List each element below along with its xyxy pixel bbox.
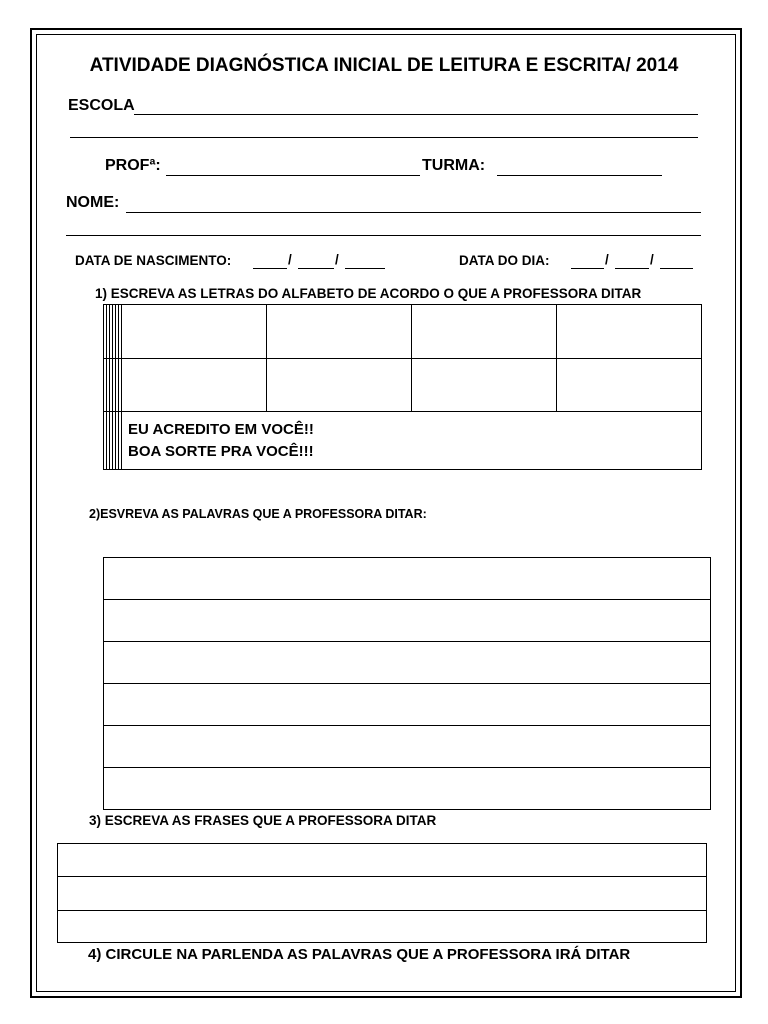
encouragement-line-2: BOA SORTE PRA VOCÊ!!! [128, 442, 314, 460]
encouragement-message [122, 412, 702, 470]
nome-line[interactable] [126, 212, 701, 213]
word-line[interactable] [104, 726, 710, 768]
nascimento-year-line[interactable] [345, 268, 385, 269]
alphabet-cell[interactable] [122, 305, 267, 359]
alphabet-cell[interactable] [411, 305, 556, 359]
escola-label: ESCOLA [68, 97, 135, 114]
section4-instruction: 4) CIRCULE NA PARLENDA AS PALAVRAS QUE A PROFESSORA IRÁ DITAR [88, 946, 631, 963]
prof-label: PROFª: [105, 157, 161, 174]
nascimento-sep-2: / [335, 252, 339, 267]
nome-label: NOME: [66, 194, 120, 211]
turma-label: TURMA: [422, 157, 486, 174]
alphabet-cell[interactable] [266, 359, 411, 412]
section2-instruction: 2)ESVREVA AS PALAVRAS QUE A PROFESSORA DITAR: [89, 507, 427, 521]
nascimento-month-line[interactable] [298, 268, 334, 269]
dia-year-line[interactable] [660, 268, 693, 269]
alphabet-cell[interactable] [556, 359, 701, 412]
dia-month-line[interactable] [615, 268, 649, 269]
dia-sep-2: / [650, 252, 654, 267]
turma-line[interactable] [497, 175, 662, 176]
prof-line[interactable] [166, 175, 420, 176]
alphabet-grid [103, 304, 702, 470]
nascimento-sep-1: / [288, 252, 292, 267]
dia-label: DATA DO DIA: [459, 253, 550, 268]
nascimento-day-line[interactable] [253, 268, 287, 269]
sentences-box [57, 843, 707, 943]
sentence-line[interactable] [58, 877, 706, 911]
nome-line-2[interactable] [66, 235, 701, 236]
document-title: ATIVIDADE DIAGNÓSTICA INICIAL DE LEITURA E ESCRITA/ 2014 [89, 55, 679, 76]
alphabet-cell[interactable] [411, 359, 556, 412]
word-line[interactable] [104, 768, 710, 809]
dia-sep-1: / [605, 252, 609, 267]
sentence-line[interactable] [58, 911, 706, 942]
sentence-line[interactable] [58, 844, 706, 877]
escola-line[interactable] [134, 114, 698, 115]
alphabet-cell[interactable] [122, 359, 267, 412]
alphabet-cell[interactable] [556, 305, 701, 359]
nascimento-label: DATA DE NASCIMENTO: [75, 253, 232, 268]
dia-day-line[interactable] [571, 268, 604, 269]
encouragement-line-1: EU ACREDITO EM VOCÊ!! [128, 420, 314, 438]
word-line[interactable] [104, 600, 710, 642]
section1-instruction: 1) ESCREVA AS LETRAS DO ALFABETO DE ACORDO O QUE A PROFESSORA DITAR [95, 286, 642, 301]
section3-instruction: 3) ESCREVA AS FRASES QUE A PROFESSORA DITAR [89, 813, 437, 828]
escola-line-2[interactable] [70, 137, 698, 138]
word-line[interactable] [104, 684, 710, 726]
word-line[interactable] [104, 558, 710, 600]
words-box [103, 557, 711, 810]
alphabet-cell[interactable] [266, 305, 411, 359]
word-line[interactable] [104, 642, 710, 684]
